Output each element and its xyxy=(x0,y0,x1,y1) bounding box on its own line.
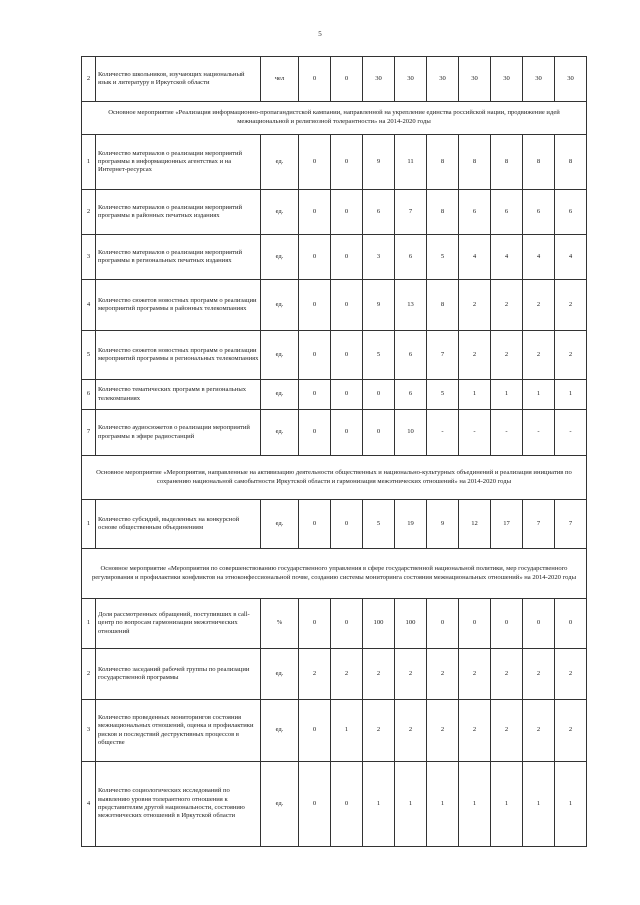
row-number: 7 xyxy=(82,410,96,456)
indicator-name: Количество тематических программ в региональных телекомпаниях xyxy=(96,380,261,410)
value-cell: 30 xyxy=(459,57,491,102)
value-cell: 2 xyxy=(491,331,523,380)
value-cell: 0 xyxy=(427,599,459,649)
value-cell: 6 xyxy=(395,331,427,380)
indicator-name: Количество сюжетов новостных программ о реализации мероприятий программы в районных телекомпаниях xyxy=(96,280,261,331)
value-cell: 8 xyxy=(555,135,587,190)
value-cell: 0 xyxy=(331,331,363,380)
value-cell: 30 xyxy=(395,57,427,102)
value-cell: 2 xyxy=(523,700,555,762)
value-cell: 12 xyxy=(459,500,491,549)
value-cell: 0 xyxy=(523,599,555,649)
row-number: 2 xyxy=(82,649,96,700)
value-cell: 30 xyxy=(427,57,459,102)
table-row xyxy=(82,280,587,331)
value-cell: 1 xyxy=(459,762,491,847)
value-cell: 2 xyxy=(523,280,555,331)
value-cell: 1 xyxy=(331,700,363,762)
value-cell: 2 xyxy=(459,331,491,380)
indicator-name: Количество сюжетов новостных программ о реализации мероприятий программы в региональных телекомпаниях xyxy=(96,331,261,380)
value-cell: 2 xyxy=(459,280,491,331)
unit-cell: ед. xyxy=(261,331,299,380)
section-header-row xyxy=(82,102,587,135)
value-cell: 7 xyxy=(427,331,459,380)
unit-cell: чел xyxy=(261,57,299,102)
value-cell: 2 xyxy=(395,700,427,762)
value-cell: 10 xyxy=(395,410,427,456)
value-cell: 11 xyxy=(395,135,427,190)
unit-cell: ед. xyxy=(261,649,299,700)
value-cell: 0 xyxy=(299,280,331,331)
unit-cell: ед. xyxy=(261,380,299,410)
value-cell: 2 xyxy=(523,649,555,700)
value-cell: 30 xyxy=(491,57,523,102)
value-cell: 0 xyxy=(331,235,363,280)
value-cell: 1 xyxy=(363,762,395,847)
indicator-name: Количество проведенных мониторингов состояния межнациональных отношений, оценка и профилактики рисков и последствий деструктивных процессов в обществе xyxy=(96,700,261,762)
value-cell: 2 xyxy=(299,649,331,700)
value-cell: 2 xyxy=(459,649,491,700)
value-cell: 2 xyxy=(331,649,363,700)
value-cell: - xyxy=(491,410,523,456)
row-number: 1 xyxy=(82,500,96,549)
value-cell: 8 xyxy=(427,135,459,190)
value-cell: 0 xyxy=(299,700,331,762)
value-cell: 1 xyxy=(523,380,555,410)
value-cell: 8 xyxy=(491,135,523,190)
value-cell: 0 xyxy=(299,235,331,280)
table-row xyxy=(82,380,587,410)
unit-cell: ед. xyxy=(261,280,299,331)
value-cell: 13 xyxy=(395,280,427,331)
value-cell: 2 xyxy=(363,700,395,762)
table-row xyxy=(82,410,587,456)
table-row xyxy=(82,235,587,280)
value-cell: 1 xyxy=(555,762,587,847)
value-cell: 1 xyxy=(523,762,555,847)
value-cell: 17 xyxy=(491,500,523,549)
value-cell: 7 xyxy=(555,500,587,549)
value-cell: 0 xyxy=(331,599,363,649)
value-cell: 9 xyxy=(363,135,395,190)
value-cell: 6 xyxy=(459,190,491,235)
value-cell: 100 xyxy=(363,599,395,649)
value-cell: 7 xyxy=(395,190,427,235)
table-row xyxy=(82,190,587,235)
row-number: 4 xyxy=(82,762,96,847)
table-row xyxy=(82,135,587,190)
value-cell: 2 xyxy=(555,331,587,380)
value-cell: 8 xyxy=(459,135,491,190)
value-cell: 0 xyxy=(331,410,363,456)
value-cell: - xyxy=(459,410,491,456)
value-cell: 6 xyxy=(395,235,427,280)
value-cell: 8 xyxy=(523,135,555,190)
value-cell: 4 xyxy=(555,235,587,280)
table-row xyxy=(82,500,587,549)
value-cell: 2 xyxy=(427,649,459,700)
row-number: 5 xyxy=(82,331,96,380)
table-row xyxy=(82,762,587,847)
value-cell: 5 xyxy=(427,235,459,280)
value-cell: 0 xyxy=(299,57,331,102)
unit-cell: ед. xyxy=(261,410,299,456)
value-cell: 0 xyxy=(299,331,331,380)
table-row xyxy=(82,649,587,700)
value-cell: 0 xyxy=(299,135,331,190)
value-cell: 1 xyxy=(427,762,459,847)
value-cell: 8 xyxy=(427,280,459,331)
value-cell: 2 xyxy=(395,649,427,700)
value-cell: - xyxy=(523,410,555,456)
value-cell: 0 xyxy=(363,380,395,410)
value-cell: 5 xyxy=(427,380,459,410)
value-cell: 7 xyxy=(523,500,555,549)
value-cell: 2 xyxy=(491,700,523,762)
value-cell: - xyxy=(555,410,587,456)
value-cell: 2 xyxy=(459,700,491,762)
indicator-name: Количество аудиосюжетов о реализации мероприятий программы в эфире радиостанций xyxy=(96,410,261,456)
value-cell: 6 xyxy=(523,190,555,235)
table-row xyxy=(82,700,587,762)
value-cell: 0 xyxy=(331,380,363,410)
value-cell: 2 xyxy=(555,700,587,762)
section-header-row xyxy=(82,456,587,500)
value-cell: 0 xyxy=(331,762,363,847)
value-cell: 30 xyxy=(363,57,395,102)
indicator-name: Количество материалов о реализации мероприятий программы в районных печатных изданиях xyxy=(96,190,261,235)
value-cell: 4 xyxy=(491,235,523,280)
value-cell: 0 xyxy=(331,57,363,102)
value-cell: 0 xyxy=(299,762,331,847)
unit-cell: ед. xyxy=(261,762,299,847)
value-cell: 0 xyxy=(299,410,331,456)
value-cell: 2 xyxy=(427,700,459,762)
value-cell: 3 xyxy=(363,235,395,280)
section-title: Основное мероприятие «Мероприятия, направленные на активизацию деятельности общественных и национально-культурных объединений и реализация инициатив по сохранению национальной самобытности Иркутской области и гармонизация межэтнических отношений» на 2014-2020 годы xyxy=(82,456,587,500)
row-number: 1 xyxy=(82,599,96,649)
value-cell: 0 xyxy=(331,500,363,549)
section-title: Основное мероприятие «Мероприятия по совершенствованию государственного управления в сфере государственной национальной политики, мер государственного регулирования и профилактики конфликтов на этноконфессиональной почве, созданию системы мониторинга состояния межнациональных отношений» на 2014-2020 годы xyxy=(82,549,587,599)
indicator-name: Количество заседаний рабочей группы по реализации государственной программы xyxy=(96,649,261,700)
table-row xyxy=(82,599,587,649)
value-cell: 6 xyxy=(395,380,427,410)
value-cell: 1 xyxy=(491,380,523,410)
value-cell: 4 xyxy=(523,235,555,280)
row-number: 4 xyxy=(82,280,96,331)
unit-cell: ед. xyxy=(261,190,299,235)
unit-cell: ед. xyxy=(261,135,299,190)
value-cell: 2 xyxy=(491,649,523,700)
value-cell: 0 xyxy=(299,380,331,410)
value-cell: 19 xyxy=(395,500,427,549)
value-cell: 6 xyxy=(363,190,395,235)
indicator-name: Количество субсидий, выделенных на конкурсной основе общественным объединениям xyxy=(96,500,261,549)
value-cell: 0 xyxy=(299,500,331,549)
value-cell: 0 xyxy=(331,190,363,235)
indicator-name: Количество школьников, изучающих национальный язык и литературу в Иркутской области xyxy=(96,57,261,102)
value-cell: 0 xyxy=(555,599,587,649)
value-cell: 2 xyxy=(523,331,555,380)
table-row xyxy=(82,331,587,380)
value-cell: 0 xyxy=(363,410,395,456)
value-cell: - xyxy=(427,410,459,456)
value-cell: 2 xyxy=(491,280,523,331)
unit-cell: % xyxy=(261,599,299,649)
value-cell: 9 xyxy=(363,280,395,331)
table-row xyxy=(82,57,587,102)
unit-cell: ед. xyxy=(261,235,299,280)
row-number: 2 xyxy=(82,190,96,235)
value-cell: 1 xyxy=(459,380,491,410)
value-cell: 6 xyxy=(491,190,523,235)
indicator-name: Количество материалов о реализации мероприятий программы в региональных печатных изданиях xyxy=(96,235,261,280)
indicators-table xyxy=(81,56,587,847)
value-cell: 6 xyxy=(555,190,587,235)
value-cell: 0 xyxy=(299,190,331,235)
indicator-name: Доля рассмотренных обращений, поступивших в call-центр по вопросам гармонизации межэтнических отношений xyxy=(96,599,261,649)
value-cell: 5 xyxy=(363,331,395,380)
row-number: 1 xyxy=(82,135,96,190)
value-cell: 30 xyxy=(523,57,555,102)
row-number: 3 xyxy=(82,700,96,762)
value-cell: 4 xyxy=(459,235,491,280)
value-cell: 1 xyxy=(491,762,523,847)
value-cell: 0 xyxy=(331,280,363,331)
value-cell: 30 xyxy=(555,57,587,102)
value-cell: 0 xyxy=(459,599,491,649)
unit-cell: ед. xyxy=(261,700,299,762)
indicator-name: Количество материалов о реализации мероприятий программы в информационных агентствах и на Интернет-ресурсах xyxy=(96,135,261,190)
value-cell: 100 xyxy=(395,599,427,649)
value-cell: 9 xyxy=(427,500,459,549)
indicator-name: Количество социологических исследований по выявлению уровня толерантного отношения к представителям другой национальности, состоянию межэтнических отношений в Иркутской области xyxy=(96,762,261,847)
value-cell: 8 xyxy=(427,190,459,235)
row-number: 2 xyxy=(82,57,96,102)
value-cell: 2 xyxy=(363,649,395,700)
value-cell: 1 xyxy=(395,762,427,847)
row-number: 6 xyxy=(82,380,96,410)
value-cell: 2 xyxy=(555,280,587,331)
value-cell: 5 xyxy=(363,500,395,549)
page-number: 5 xyxy=(318,30,322,38)
section-title: Основное мероприятие «Реализация информационно-пропагандистской кампании, направленной на укрепление единства российской нации, продвижение идей межнациональной и религиозной толерантности» на 2014-2020 годы xyxy=(82,102,587,135)
row-number: 3 xyxy=(82,235,96,280)
value-cell: 1 xyxy=(555,380,587,410)
value-cell: 0 xyxy=(491,599,523,649)
unit-cell: ед. xyxy=(261,500,299,549)
value-cell: 2 xyxy=(555,649,587,700)
value-cell: 0 xyxy=(299,599,331,649)
section-header-row xyxy=(82,549,587,599)
value-cell: 0 xyxy=(331,135,363,190)
